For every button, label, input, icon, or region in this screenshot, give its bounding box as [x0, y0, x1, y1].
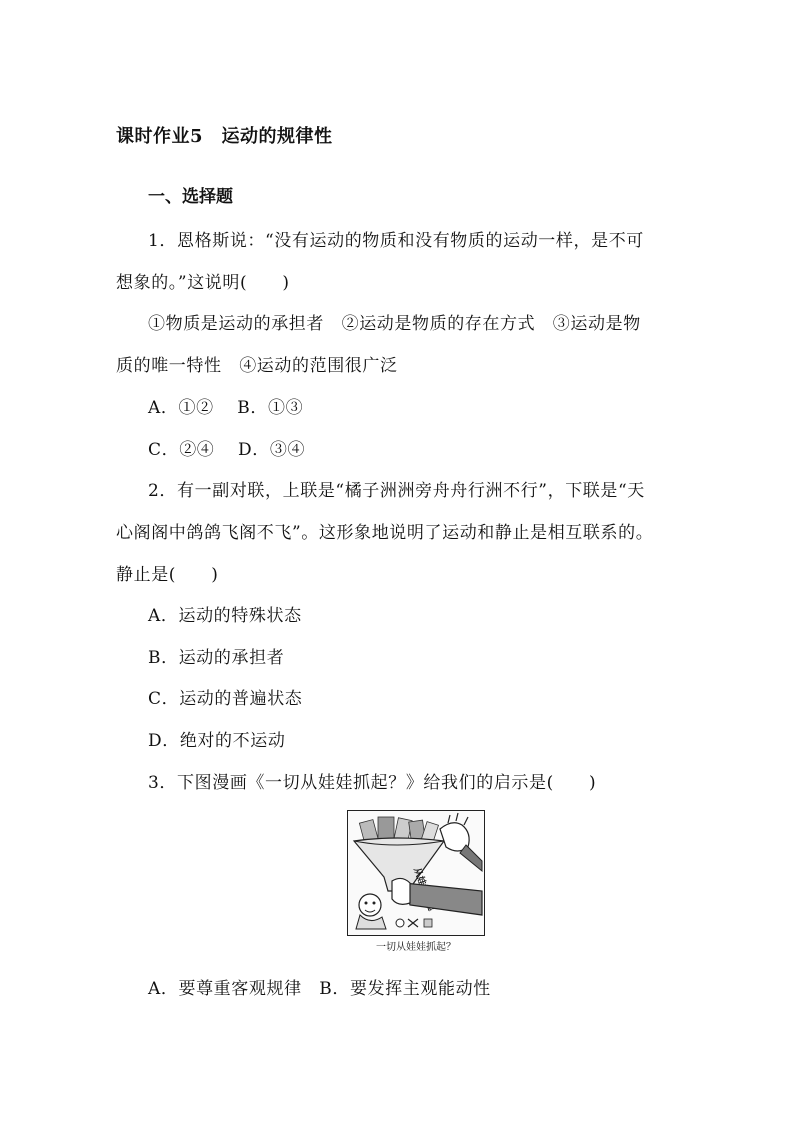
q1-options-ab: A．①② B．①③ — [148, 398, 304, 418]
q2-option-a: A．运动的特殊状态 — [148, 606, 302, 626]
q2-stem-line1: 2．有一副对联，上联是“橘子洲洲旁舟舟行洲不行”，下联是“天 — [148, 481, 645, 501]
q2-option-d: D．绝对的不运动 — [148, 731, 286, 751]
q2-stem-line3: 静止是( ) — [116, 565, 219, 585]
section-heading: 一、选择题 — [148, 187, 233, 207]
q2-stem-line2: 心阁阁中鸽鸽飞阁不飞”。这形象地说明了运动和静止是相互联系的。 — [116, 523, 654, 543]
q1-stem-line1: 1．恩格斯说：“没有运动的物质和没有物质的运动一样，是不可 — [148, 231, 644, 251]
q1-statements-line2: 质的唯一特性 ④运动的范围很广泛 — [116, 356, 398, 376]
page-title: 课时作业5 运动的规律性 — [116, 126, 333, 147]
q1-options-cd: C．②④ D．③④ — [148, 440, 306, 460]
q1-stem-line2: 想象的。”这说明( ) — [116, 273, 290, 293]
cartoon-illustration — [348, 811, 484, 935]
cartoon-figure — [347, 810, 485, 936]
q1-statements-line1: ①物质是运动的承担者 ②运动是物质的存在方式 ③运动是物 — [148, 314, 641, 334]
q2-option-c: C．运动的普遍状态 — [148, 689, 303, 709]
q2-option-b: B．运动的承担者 — [148, 648, 285, 668]
figure-caption: 一切从娃娃抓起？ — [376, 942, 456, 953]
q3-stem: 3．下图漫画《一切从娃娃抓起？》给我们的启示是( ) — [148, 773, 597, 793]
q3-options-ab: A．要尊重客观规律 B．要发挥主观能动性 — [148, 979, 491, 999]
